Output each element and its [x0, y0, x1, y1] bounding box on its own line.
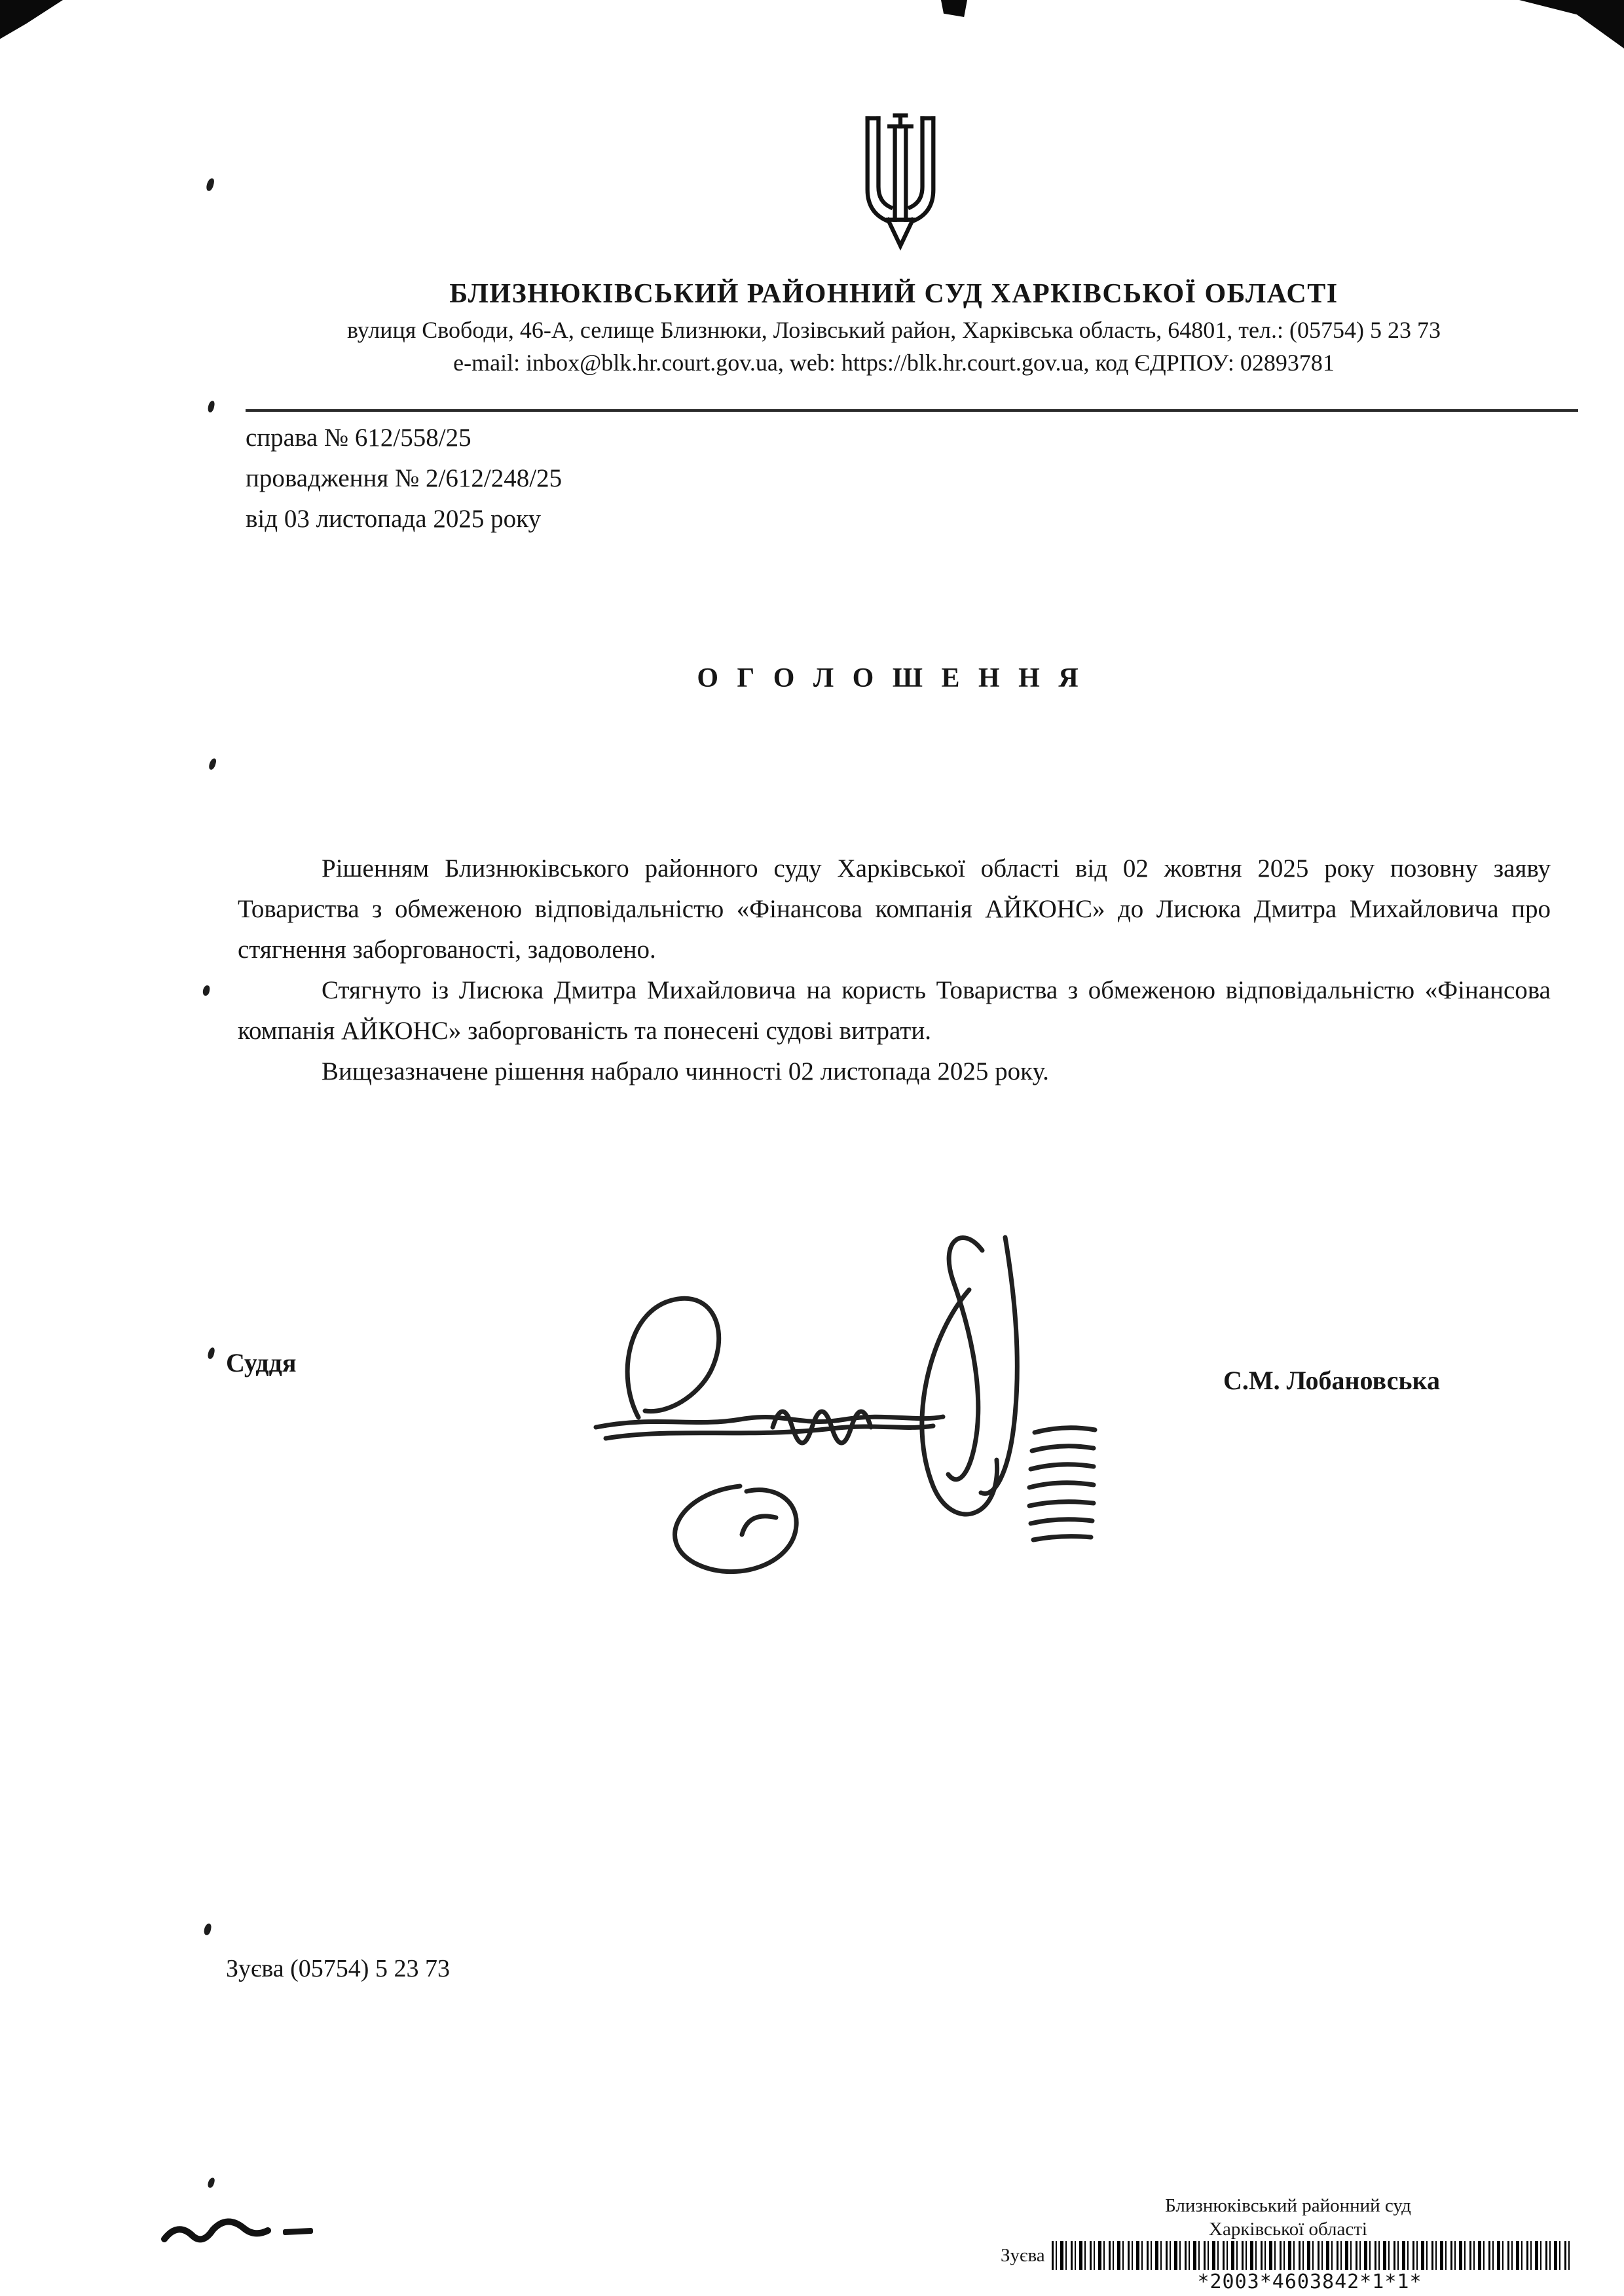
barcode-row [1001, 2241, 1573, 2270]
case-info-block [246, 418, 562, 539]
court-contacts: e-mail: inbox@blk.hr.court.gov.ua, web: https://blk.hr.court.gov.ua, код ЄДРПОУ: 02893781 [453, 350, 1335, 376]
judge-name: С.М. Лобановська [1223, 1366, 1440, 1395]
clerk-phone-line: Зуєва (05754) 5 23 73 [226, 1955, 450, 1982]
judge-signature [576, 1211, 1139, 1591]
scan-speck [206, 177, 215, 192]
court-address: вулиця Свободи, 46-А, селище Близнюки, Лозівський район, Харківська область, 64801, тел.: (05754) 5 23 73 [347, 317, 1441, 343]
scan-artifact-top-center [941, 0, 967, 17]
body-paragraph: Стягнуто із Лисюка Дмитра Михайловича на користь Товариства з обмеженою відповідальністю «Фінансова компанія АЙКОНС» заборгованість та понесені судові витрати. [238, 976, 1551, 1045]
scan-artifact-top-left [0, 0, 63, 41]
scan-speck [202, 985, 210, 996]
scan-speck [207, 1347, 215, 1359]
scan-smudge [160, 2218, 272, 2250]
judge-role-label: Суддя [226, 1348, 297, 1377]
header-divider [246, 409, 1578, 412]
body-paragraph: Рішенням Близнюківського районного суду Харківської області від 02 жовтня 2025 року позовну заяву Товариства з обмеженою відповідальністю «Фінансова компанія АЙКОНС» до Лисюка Дмитра Михайловича про стягнення заборгованості, задоволено. [238, 854, 1551, 964]
court-name: БЛИЗНЮКІВСЬКИЙ РАЙОННИЙ СУД ХАРКІВСЬКОЇ ОБЛАСТІ [449, 279, 1338, 309]
stamp-court-region: Харківської області [1209, 2219, 1367, 2240]
document-date: від 03 листопада 2025 року [246, 505, 541, 533]
scan-speck [208, 757, 217, 771]
barcode [1052, 2241, 1573, 2270]
scan-speck [208, 400, 215, 412]
barcode-code: *2003*4603842*1*1* [1197, 2270, 1422, 2293]
document-body [238, 848, 1551, 1092]
scan-speck [207, 2177, 215, 2189]
scan-speck [204, 1923, 212, 1935]
ukraine-trident-emblem [856, 110, 945, 253]
stamp-court-name: Близнюківський районний суд [1165, 2195, 1411, 2216]
case-number: справа № 612/558/25 [246, 424, 471, 452]
proceeding-number: провадження № 2/612/248/25 [246, 464, 563, 492]
body-paragraph: Вищезазначене рішення набрало чинності 02 листопада 2025 року. [322, 1057, 1049, 1085]
document-header [164, 278, 1624, 379]
document-title: О Г О Л О Ш Е Н Н Я [697, 663, 1084, 693]
scan-artifact-top-right [1519, 0, 1624, 48]
scan-smudge-dash [283, 2228, 313, 2235]
barcode-label: Зуєва [1001, 2244, 1045, 2266]
